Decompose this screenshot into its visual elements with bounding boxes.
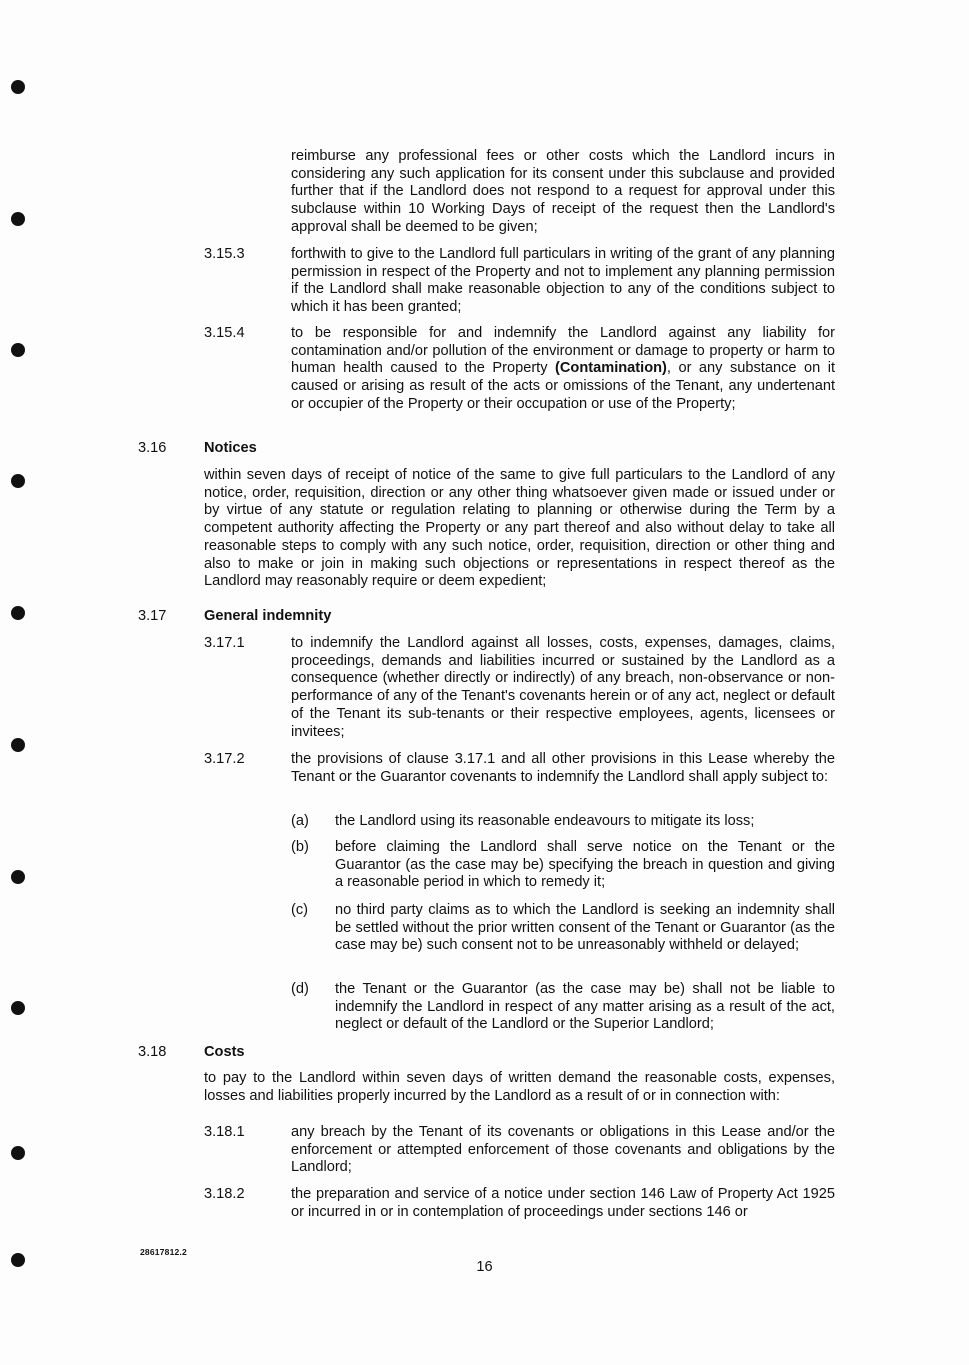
clause-number-3-18-2: 3.18.2 [204,1186,245,1202]
clause-number-3-18: 3.18 [138,1044,167,1060]
punch-hole [11,474,25,488]
clause-number-3-15-4: 3.15.4 [204,325,245,341]
clause-3-16-text: within seven days of receipt of notice of the same to give full particulars to the Landlord of any notice, order, requisition, direction or any other thing whatsoever given made or issued under or by virtue of any statute or regulation relating to planning or otherwise during the Term by a competent authority affecting the Property or any part thereof and also without delay to take all reasonable steps to comply with any such notice, order, requisition, direction or other thing and also to make or join in making such objections or representations in respect thereof as the Landlord may reasonably require or deem expedient; [204,467,835,590]
punch-hole [11,1146,25,1160]
page-number: 16 [476,1259,493,1275]
punch-hole [11,80,25,94]
clause-heading-costs: Costs [204,1044,245,1060]
punch-hole [11,870,25,884]
clause-number-3-17: 3.17 [138,608,167,624]
item-a-text: the Landlord using its reasonable endeavours to mitigate its loss; [335,813,755,829]
clause-3-15-3-text: forthwith to give to the Landlord full particulars in writing of the grant of any planning permission in respect of the Property and not to implement any planning permission if the Landlord shall make reasonable objection to any of the conditions subject to which it has been granted; [291,246,835,316]
item-d-text: the Tenant or the Guarantor (as the case may be) shall not be liable to indemnify the Landlord in respect of any matter arising as a result of the act, neglect or default of the Landlord or the Superior Landlord; [335,981,835,1033]
clause-3-17-2-text: the provisions of clause 3.17.1 and all other provisions in this Lease whereby the Tenant or the Guarantor covenants to indemnify the Landlord shall apply subject to: [291,751,835,785]
document-reference: 28617812.2 [140,1247,187,1257]
punch-hole [11,343,25,357]
punch-hole [11,606,25,620]
defined-term-contamination: (Contamination) [555,360,667,377]
clause-3-15-4-text-after: , or any substance on it caused or arising as result of the acts or omissions of the Tenant, any undertenant or occupier of the Property or their occupation or use of the Property; [291,360,835,412]
clause-3-18-text: to pay to the Landlord within seven days of written demand the reasonable costs, expenses, losses and liabilities properly incurred by the Landlord as a result of or in connection with: [204,1070,835,1104]
item-label-b: (b) [291,839,309,855]
item-label-c: (c) [291,902,309,918]
clause-number-3-15-3: 3.15.3 [204,246,245,262]
punch-hole [11,738,25,752]
item-label-a: (a) [291,813,309,829]
clause-heading-notices: Notices [204,440,257,456]
clause-3-15-4-text [291,325,835,414]
clause-heading-general-indemnity: General indemnity [204,608,332,624]
clause-number-3-17-2: 3.17.2 [204,751,245,767]
item-c-text: no third party claims as to which the Landlord is seeking an indemnity shall be settled without the prior written consent of the Tenant or Guarantor (as the case may be) such consent not to be unreasonably withheld or delayed; [335,902,835,954]
clause-number-3-17-1: 3.17.1 [204,635,245,651]
punch-hole [11,1001,25,1015]
continuation-paragraph: reimburse any professional fees or other costs which the Landlord incurs in considering any such application for its consent under this subclause and provided further that if the Landlord does not respond to a request for approval under this subclause within 10 Working Days of receipt of the request then the Landlord's approval shall be deemed to be given; [291,148,835,235]
clause-3-18-2-text: the preparation and service of a notice under section 146 Law of Property Act 1925 or incurred in or in contemplation of proceedings under sections 146 or [291,1186,835,1220]
clause-3-18-1-text: any breach by the Tenant of its covenants or obligations in this Lease and/or the enforcement or attempted enforcement of those covenants and obligations by the Landlord; [291,1124,835,1176]
clause-number-3-18-1: 3.18.1 [204,1124,245,1140]
clause-3-17-1-text: to indemnify the Landlord against all losses, costs, expenses, damages, claims, proceedings, demands and liabilities incurred or sustained by the Landlord as a consequence (whether directly or indirectly) of any breach, non-observance or non-performance of any of the Tenant's covenants herein or of any act, neglect or default of the Tenant its sub-tenants or their respective employees, agents, licensees or invitees; [291,635,835,740]
punch-hole [11,212,25,226]
clause-number-3-16: 3.16 [138,440,167,456]
item-b-text: before claiming the Landlord shall serve notice on the Tenant or the Guarantor (as the case may be) specifying the breach in question and giving a reasonable period in which to remedy it; [335,839,835,891]
clause-3-15-4-text-before: to be responsible for and indemnify the Landlord against any liability for contamination and/or pollution of the environment or damage to property or harm to human health caused to the Property [291,325,835,377]
item-label-d: (d) [291,981,309,997]
